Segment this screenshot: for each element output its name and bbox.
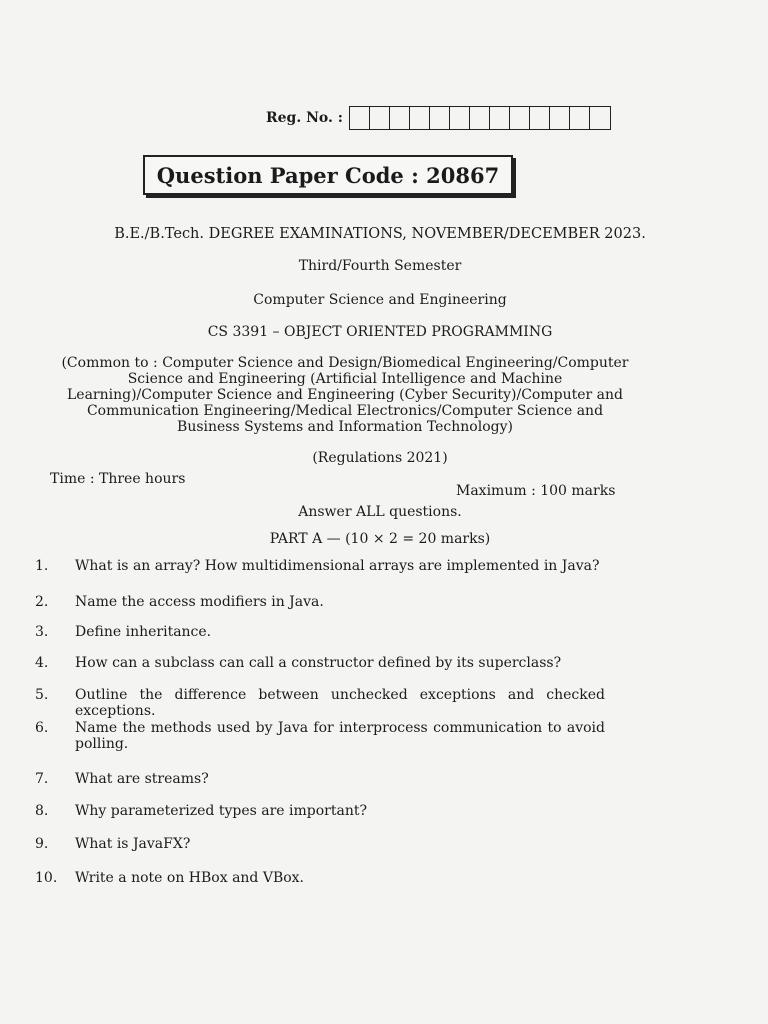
- question-text: Name the methods used by Java for interprocess communication to avoid polling.: [75, 720, 605, 752]
- reg-number-box: [530, 107, 550, 129]
- question-text: Why parameterized types are important?: [75, 803, 367, 819]
- question-paper-code: Question Paper Code : 20867: [143, 155, 513, 195]
- question-number: 2.: [35, 594, 49, 610]
- semester: Third/Fourth Semester: [298, 258, 462, 274]
- question-text: What is JavaFX?: [75, 836, 191, 852]
- reg-number-box: [550, 107, 570, 129]
- question-text: Outline the difference between unchecked exceptions and checked exceptions.: [75, 687, 605, 719]
- reg-number-boxes: [349, 106, 611, 130]
- exam-time: Time : Three hours: [50, 471, 186, 487]
- part-a-heading: PART A — (10 × 2 = 20 marks): [269, 531, 491, 547]
- question-text: How can a subclass can call a constructor defined by its superclass?: [75, 655, 562, 671]
- department: Computer Science and Engineering: [253, 292, 507, 308]
- question-text: Name the access modifiers in Java.: [75, 594, 324, 610]
- reg-number-box: [370, 107, 390, 129]
- reg-number-label: Reg. No. :: [266, 110, 343, 126]
- common-to-note: (Common to : Computer Science and Design/Biomedical Engineering/Computer Science and Engineering (Artificial Intelligence and Machine Learning)/Computer Science and Engineering (Cyber Security)/Computer and Communication Engineering/Medical Electronics/Computer Science and Business Systems and Information Technology): [61, 355, 629, 435]
- course-title: CS 3391 – OBJECT ORIENTED PROGRAMMING: [207, 324, 553, 340]
- question-number: 3.: [35, 624, 49, 640]
- question-number: 8.: [35, 803, 49, 819]
- question-number: 6.: [35, 720, 49, 736]
- question-text: Define inheritance.: [75, 624, 212, 640]
- reg-number-box: [450, 107, 470, 129]
- reg-number-box: [510, 107, 530, 129]
- reg-number-box: [470, 107, 490, 129]
- reg-number-box: [350, 107, 370, 129]
- degree-line: B.E./B.Tech. DEGREE EXAMINATIONS, NOVEMBER/DECEMBER 2023.: [114, 226, 646, 242]
- question-number: 9.: [35, 836, 49, 852]
- reg-number-box: [590, 107, 610, 129]
- instruction: Answer ALL questions.: [298, 504, 462, 520]
- question-number: 10.: [35, 870, 58, 886]
- reg-number-box: [430, 107, 450, 129]
- question-text: Write a note on HBox and VBox.: [75, 870, 305, 886]
- reg-number-box: [410, 107, 430, 129]
- reg-number-box: [390, 107, 410, 129]
- question-number: 1.: [35, 558, 49, 574]
- reg-number-box: [490, 107, 510, 129]
- reg-number-box: [570, 107, 590, 129]
- question-number: 5.: [35, 687, 49, 703]
- maximum-marks: Maximum : 100 marks: [456, 483, 616, 499]
- question-text: What is an array? How multidimensional arrays are implemented in Java?: [75, 558, 600, 574]
- regulations: (Regulations 2021): [312, 450, 448, 466]
- question-text: What are streams?: [75, 771, 209, 787]
- reg-number-field: [266, 106, 611, 130]
- question-number: 4.: [35, 655, 49, 671]
- question-number: 7.: [35, 771, 49, 787]
